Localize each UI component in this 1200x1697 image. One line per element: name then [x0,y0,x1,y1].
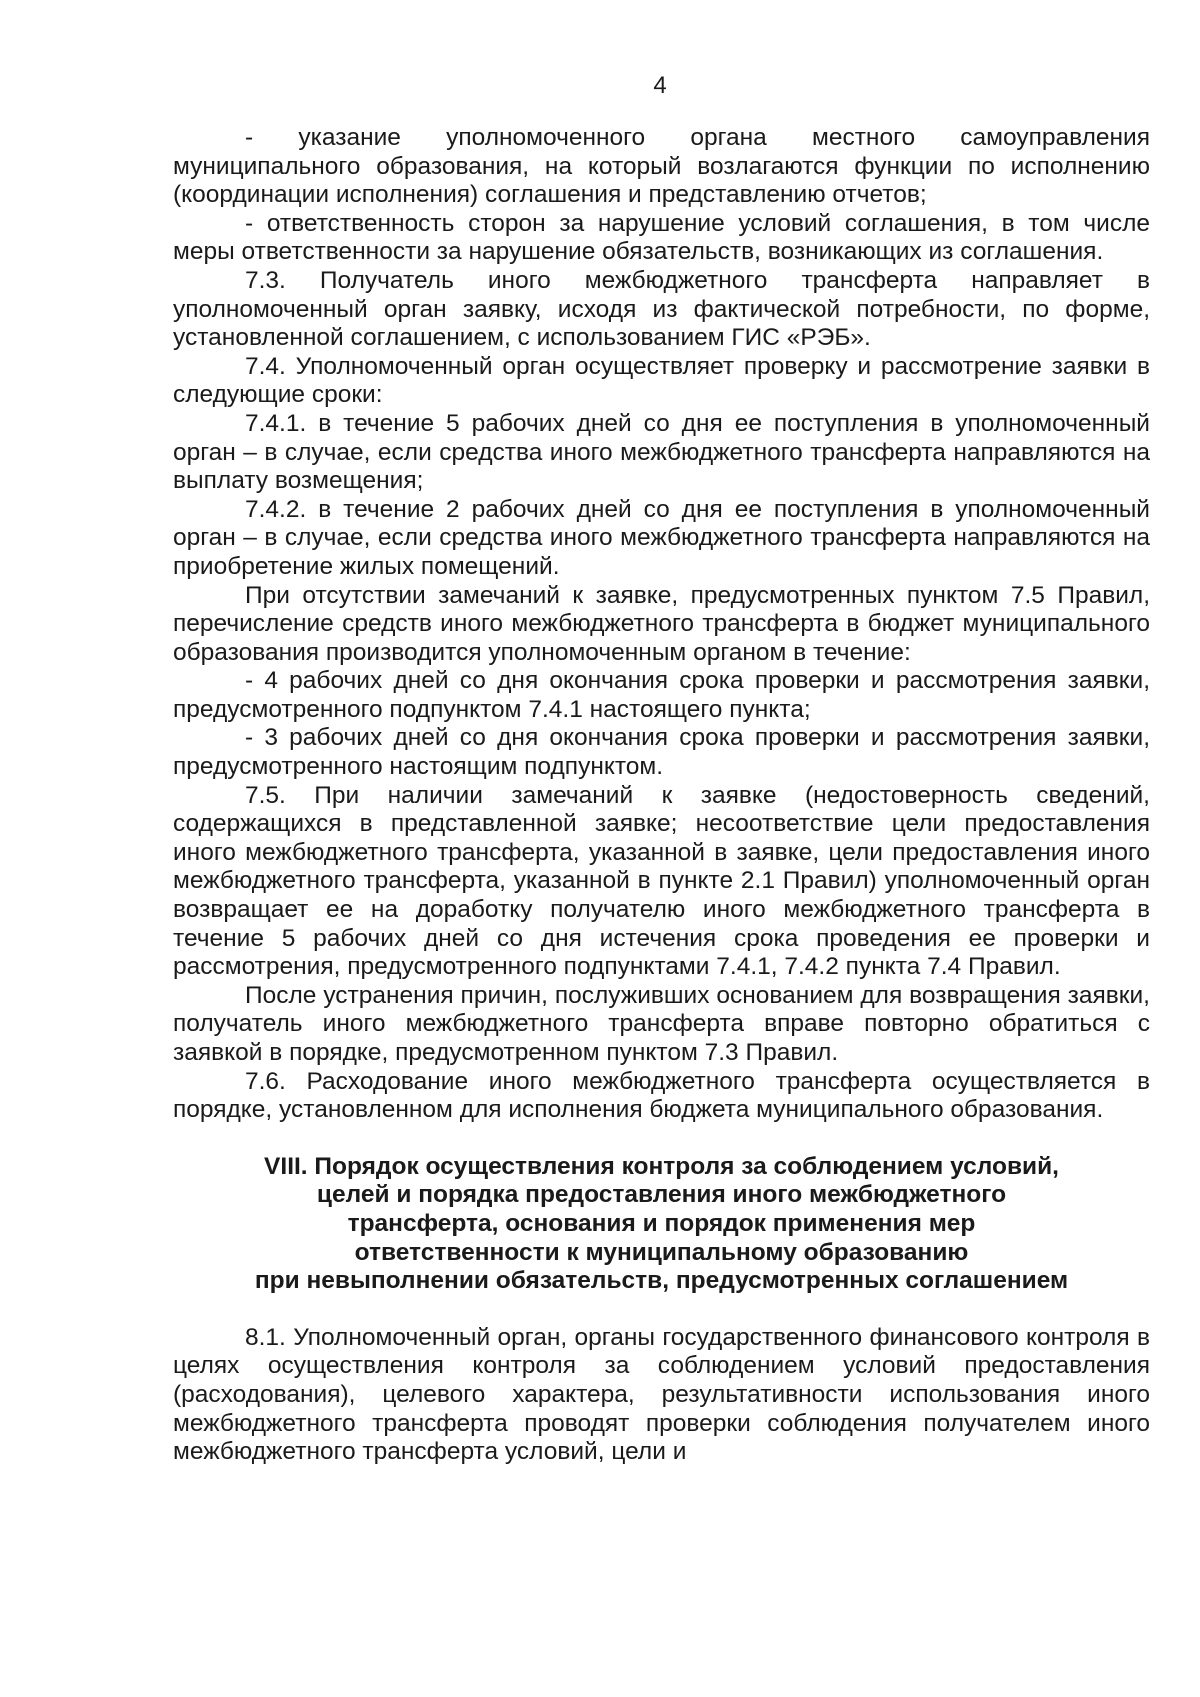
section-heading-line: трансферта, основания и порядок применения мер [347,1209,976,1237]
page-number: 4 [653,72,667,99]
section-heading-line: при невыполнении обязательств, предусмотренных соглашением [254,1267,1069,1295]
section-heading-line: VIII. Порядок осуществления контроля за соблюдением условий, [264,1152,1059,1180]
spacer [173,1125,1150,1153]
paragraph-after-correction: После устранения причин, послуживших основанием для возвращения заявки, получатель иного межбюджетного трансферта вправе повторно обратиться с заявкой в порядке, предусмотренном пунктом 7.3 Правил. [173,981,1150,1066]
section-heading-viii [173,1153,1150,1296]
paragraph-7-4-2: 7.4.2. в течение 2 рабочих дней со дня ее поступления в уполномоченный орган – в случае, если средства иного межбюджетного трансферта направляются на приобретение жилых помещений. [173,495,1150,580]
paragraph-7-3: 7.3. Получатель иного межбюджетного трансферта направляет в уполномоченный орган заявку, исходя из фактической потребности, по форме, установленной соглашением, с использованием ГИС «РЭБ». [173,266,1150,352]
paragraph-authorized-body-clause: - указание уполномоченного органа местного самоуправления муниципального образования, на который возлагаются функции по исполнению (координации исполнения) соглашения и представлению отчетов; [173,124,1150,209]
document-body [173,124,1150,1467]
spacer [173,1296,1150,1324]
section-heading-line: целей и порядка предоставления иного межбюджетного [316,1181,1007,1209]
paragraph-no-remarks: При отсутствии замечаний к заявке, предусмотренных пунктом 7.5 Правил, перечисление средств иного межбюджетного трансферта в бюджет муниципального образования производится уполномоченным органом в течение: [173,581,1150,666]
paragraph-liability-clause: - ответственность сторон за нарушение условий соглашения, в том числе меры ответственности за нарушение обязательств, возникающих из соглашения. [173,209,1150,266]
paragraph-7-4-1: 7.4.1. в течение 5 рабочих дней со дня ее поступления в уполномоченный орган – в случае, если средства иного межбюджетного трансферта направляются на выплату возмещения; [173,409,1150,495]
paragraph-7-6: 7.6. Расходование иного межбюджетного трансферта осуществляется в порядке, установленном для исполнения бюджета муниципального образования. [173,1067,1150,1124]
paragraph-4-days: - 4 рабочих дней со дня окончания срока проверки и рассмотрения заявки, предусмотренного подпунктом 7.4.1 настоящего пункта; [173,667,1150,723]
paragraph-7-5: 7.5. При наличии замечаний к заявке (недостоверность сведений, содержащихся в представленной заявке; несоответствие цели предоставления иного межбюджетного трансферта, указанной в заявке, цели предоставления иного межбюджетного трансферта, указанной в пункте 2.1 Правил) уполномоченный орган возвращает ее на доработку получателю иного межбюджетного трансферта в течение 5 рабочих дней со дня истечения срока проведения ее проверки и рассмотрения, предусмотренного подпунктами 7.4.1, 7.4.2 пункта 7.4 Правил. [173,781,1150,981]
paragraph-7-4: 7.4. Уполномоченный орган осуществляет проверку и рассмотрение заявки в следующие сроки: [173,352,1150,409]
section-heading-line: ответственности к муниципальному образованию [354,1238,969,1266]
paragraph-3-days: - 3 рабочих дней со дня окончания срока проверки и рассмотрения заявки, предусмотренного настоящим подпунктом. [173,724,1150,781]
paragraph-8-1: 8.1. Уполномоченный орган, органы государственного финансового контроля в целях осуществления контроля за соблюдением условий предоставления (расходования), целевого характера, результативности использования иного межбюджетного трансферта проводят проверки соблюдения получателем иного межбюджетного трансферта условий, цели и [173,1323,1150,1466]
